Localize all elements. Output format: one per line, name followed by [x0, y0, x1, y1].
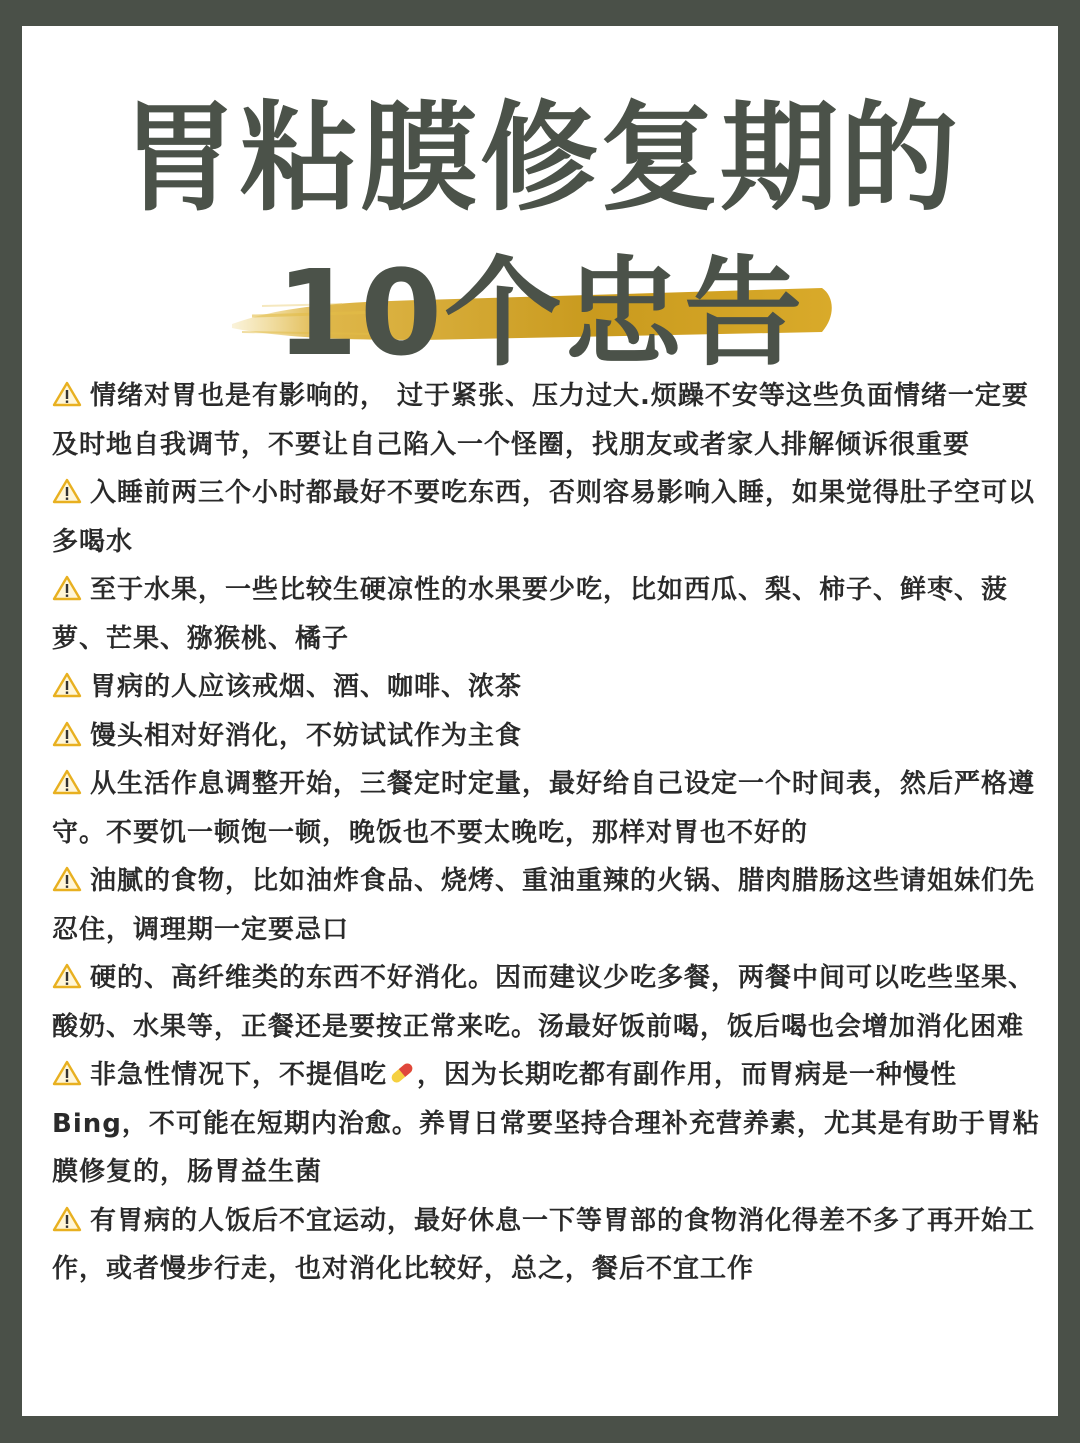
tip-item — [52, 857, 1042, 954]
tip-text-before: 非急性情况下，不提倡吃 — [90, 1060, 388, 1090]
tip-item — [52, 1051, 1042, 1197]
warning-icon — [52, 1054, 82, 1080]
warning-icon — [52, 666, 82, 692]
tips-list — [52, 372, 1042, 1294]
tip-text: 油腻的食物，比如油炸食品、烧烤、重油重辣的火锅、腊肉腊肠这些请姐妹们先忍住，调理期一定要忌口 — [52, 866, 1036, 945]
tip-item — [52, 760, 1042, 857]
tip-item — [52, 712, 1042, 761]
pill-icon — [387, 1055, 417, 1083]
title-line-2-wrap — [22, 238, 1058, 388]
tip-text: 胃病的人应该戒烟、酒、咖啡、浓茶 — [90, 672, 523, 702]
warning-icon — [52, 860, 82, 886]
warning-icon — [52, 472, 82, 498]
tip-text: 馒头相对好消化，不妨试试作为主食 — [90, 720, 523, 751]
tip-text: 有胃病的人饭后不宜运动，最好休息一下等胃部的食物消化得差不多了再开始工作，或者慢步行走，也对消化比较好，总之，餐后不宜工作 — [52, 1205, 1036, 1284]
tip-text: 从生活作息调整开始，三餐定时定量，最好给自己设定一个时间表，然后严格遵守。不要饥一顿饱一顿，晚饭也不要太晚吃，那样对胃也不好的 — [52, 769, 1036, 848]
tip-text: 入睡前两三个小时都最好不要吃东西，否则容易影响入睡，如果觉得肚子空可以多喝水 — [52, 478, 1036, 557]
tip-text: 硬的、高纤维类的东西不好消化。因而建议少吃多餐，两餐中间可以吃些坚果、酸奶、水果等，正餐还是要按正常来吃。汤最好饭前喝，饭后喝也会增加消化困难 — [52, 963, 1036, 1042]
tip-item — [52, 372, 1042, 469]
poster-card — [22, 26, 1058, 1416]
tip-item — [52, 663, 1042, 712]
warning-icon — [52, 715, 82, 741]
warning-icon — [52, 569, 82, 595]
tip-item — [52, 566, 1042, 663]
tip-item — [52, 469, 1042, 566]
tip-text-after: ，因为长期吃都有副作用，而胃病是一种慢性Bing，不可能在短期内治愈。养胃日常要坚持合理补充营养素，尤其是有助于胃粘膜修复的，肠胃益生菌 — [52, 1060, 1040, 1187]
warning-icon — [52, 1200, 82, 1226]
tip-item — [52, 1197, 1042, 1294]
warning-icon — [52, 375, 82, 401]
tip-text: 情绪对胃也是有影响的， 过于紧张、压力过大.烦躁不安等这些负面情绪一定要及时地自我调节，不要让自己陷入一个怪圈，找朋友或者家人排解倾诉很重要 — [52, 381, 1029, 460]
warning-icon — [52, 957, 82, 983]
warning-icon — [52, 763, 82, 789]
tip-item — [52, 954, 1042, 1051]
title-line-1: 胃粘膜修复期的 — [119, 89, 960, 227]
title-line-2: 10个忠告 — [275, 244, 805, 382]
tip-text: 至于水果，一些比较生硬凉性的水果要少吃，比如西瓜、梨、柿子、鲜枣、菠萝、芒果、猕猴桃、橘子 — [52, 575, 1009, 654]
